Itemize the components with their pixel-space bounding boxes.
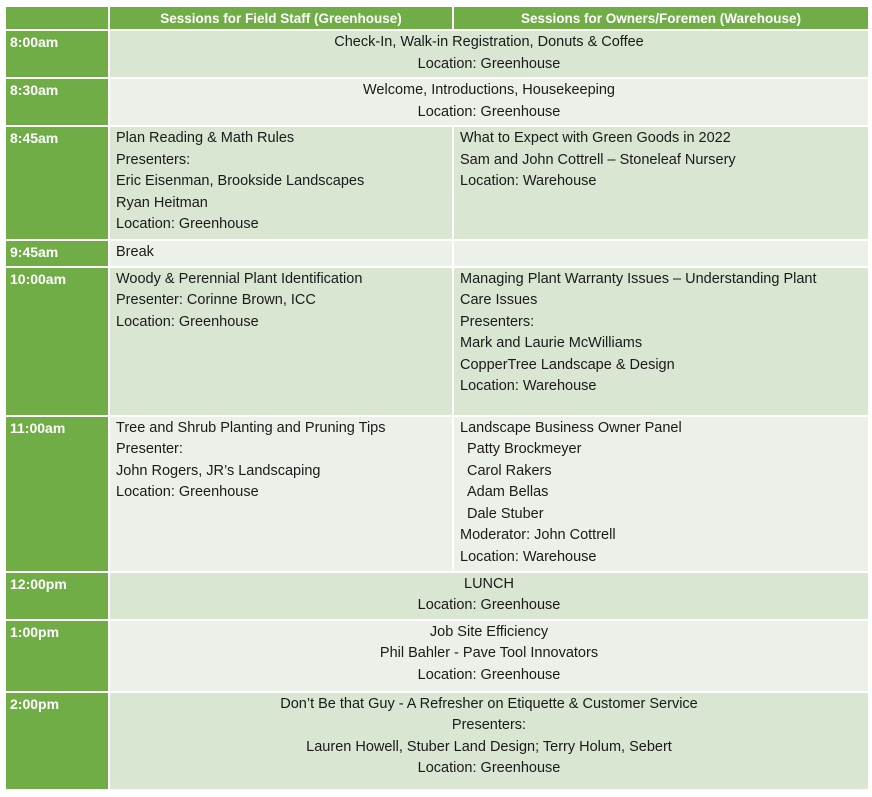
time-slot: 8:45am xyxy=(5,126,109,240)
session-line: Presenters: xyxy=(116,151,191,168)
session-line: Tree and Shrub Planting and Pruning Tips xyxy=(116,419,386,436)
owners-session-cell xyxy=(453,240,869,267)
time-slot: 1:00pm xyxy=(5,620,109,692)
schedule-row xyxy=(5,572,869,620)
schedule-row xyxy=(5,416,869,572)
session-line: Location: Warehouse xyxy=(460,173,597,189)
header-owners-foremen: Sessions for Owners/Foremen (Warehouse) xyxy=(453,6,869,30)
header-row xyxy=(5,6,869,30)
session-line: Location: Greenhouse xyxy=(417,55,561,72)
session-line: Presenter: xyxy=(116,441,183,457)
time-slot: 12:00pm xyxy=(5,572,109,620)
session-line: Location: Greenhouse xyxy=(417,103,561,120)
field-staff-session-cell xyxy=(109,126,453,240)
owners-session-cell xyxy=(453,267,869,416)
session-line: Location: Greenhouse xyxy=(116,484,259,500)
session-line: Dale Stuber xyxy=(467,505,544,522)
session-line: Mark and Laurie McWilliams xyxy=(460,335,643,351)
schedule-row xyxy=(5,692,869,790)
time-slot: 11:00am xyxy=(5,416,109,572)
session-line: Location: Warehouse xyxy=(460,548,597,565)
time-slot: 9:45am xyxy=(5,240,109,267)
shared-session-cell xyxy=(109,572,869,620)
session-line: CopperTree Landscape & Design xyxy=(460,356,675,373)
shared-session-cell xyxy=(109,78,869,126)
time-slot: 8:30am xyxy=(5,78,109,126)
session-line: Presenter: Corinne Brown, ICC xyxy=(116,292,316,308)
session-line: Lauren Howell, Stuber Land Design; Terry Holum, Sebert xyxy=(306,738,672,755)
session-line: LUNCH xyxy=(464,575,514,592)
schedule-row xyxy=(5,126,869,240)
session-line: Patty Brockmeyer xyxy=(467,441,582,457)
field-staff-session-cell xyxy=(109,240,453,267)
session-line: Location: Greenhouse xyxy=(116,216,259,232)
shared-session-cell xyxy=(109,692,869,790)
header-time-cell xyxy=(5,6,109,30)
field-staff-session-cell xyxy=(109,416,453,572)
time-slot: 10:00am xyxy=(5,267,109,416)
session-line: Carol Rakers xyxy=(467,462,552,479)
session-line: Check-In, Walk-in Registration, Donuts & Coffee xyxy=(334,34,644,50)
schedule-row xyxy=(5,240,869,267)
owners-session-cell xyxy=(453,416,869,572)
field-staff-session-cell xyxy=(109,267,453,416)
schedule-row xyxy=(5,30,869,78)
session-line: Location: Warehouse xyxy=(460,378,597,394)
session-line: Adam Bellas xyxy=(467,484,549,500)
session-line: Managing Plant Warranty Issues – Understanding Plant xyxy=(460,270,817,287)
schedule-row xyxy=(5,267,869,416)
owners-session-cell xyxy=(453,126,869,240)
session-line: Ryan Heitman xyxy=(116,194,208,211)
session-line: John Rogers, JR’s Landscaping xyxy=(116,462,321,479)
session-line: Location: Greenhouse xyxy=(417,760,561,776)
session-line: Break xyxy=(116,244,154,260)
session-line: Care Issues xyxy=(460,292,538,308)
header-field-staff: Sessions for Field Staff (Greenhouse) xyxy=(109,6,453,30)
session-line: Presenters: xyxy=(451,717,527,733)
time-slot: 8:00am xyxy=(5,30,109,78)
session-line: Landscape Business Owner Panel xyxy=(460,419,682,436)
session-line: Phil Bahler - Pave Tool Innovators xyxy=(379,645,599,661)
schedule-row xyxy=(5,620,869,692)
session-line: Plan Reading & Math Rules xyxy=(116,130,295,146)
session-line: Location: Greenhouse xyxy=(116,313,259,330)
session-line: Welcome, Introductions, Housekeeping xyxy=(362,82,615,98)
schedule-table xyxy=(4,5,870,791)
schedule-row xyxy=(5,78,869,126)
session-line: Moderator: John Cottrell xyxy=(460,527,616,543)
shared-session-cell xyxy=(109,30,869,78)
time-slot: 2:00pm xyxy=(5,692,109,790)
session-line: Job Site Efficiency xyxy=(429,623,549,640)
session-line: Location: Greenhouse xyxy=(417,597,561,613)
session-line: Sam and John Cottrell – Stoneleaf Nursery xyxy=(460,151,736,168)
session-line: Woody & Perennial Plant Identification xyxy=(116,270,363,287)
session-line: Eric Eisenman, Brookside Landscapes xyxy=(116,173,365,189)
shared-session-cell xyxy=(109,620,869,692)
session-line: What to Expect with Green Goods in 2022 xyxy=(460,130,731,146)
session-line: Presenters: xyxy=(460,313,535,330)
session-line: Don’t Be that Guy - A Refresher on Etiquette & Customer Service xyxy=(280,695,698,712)
session-line: Location: Greenhouse xyxy=(417,666,561,683)
